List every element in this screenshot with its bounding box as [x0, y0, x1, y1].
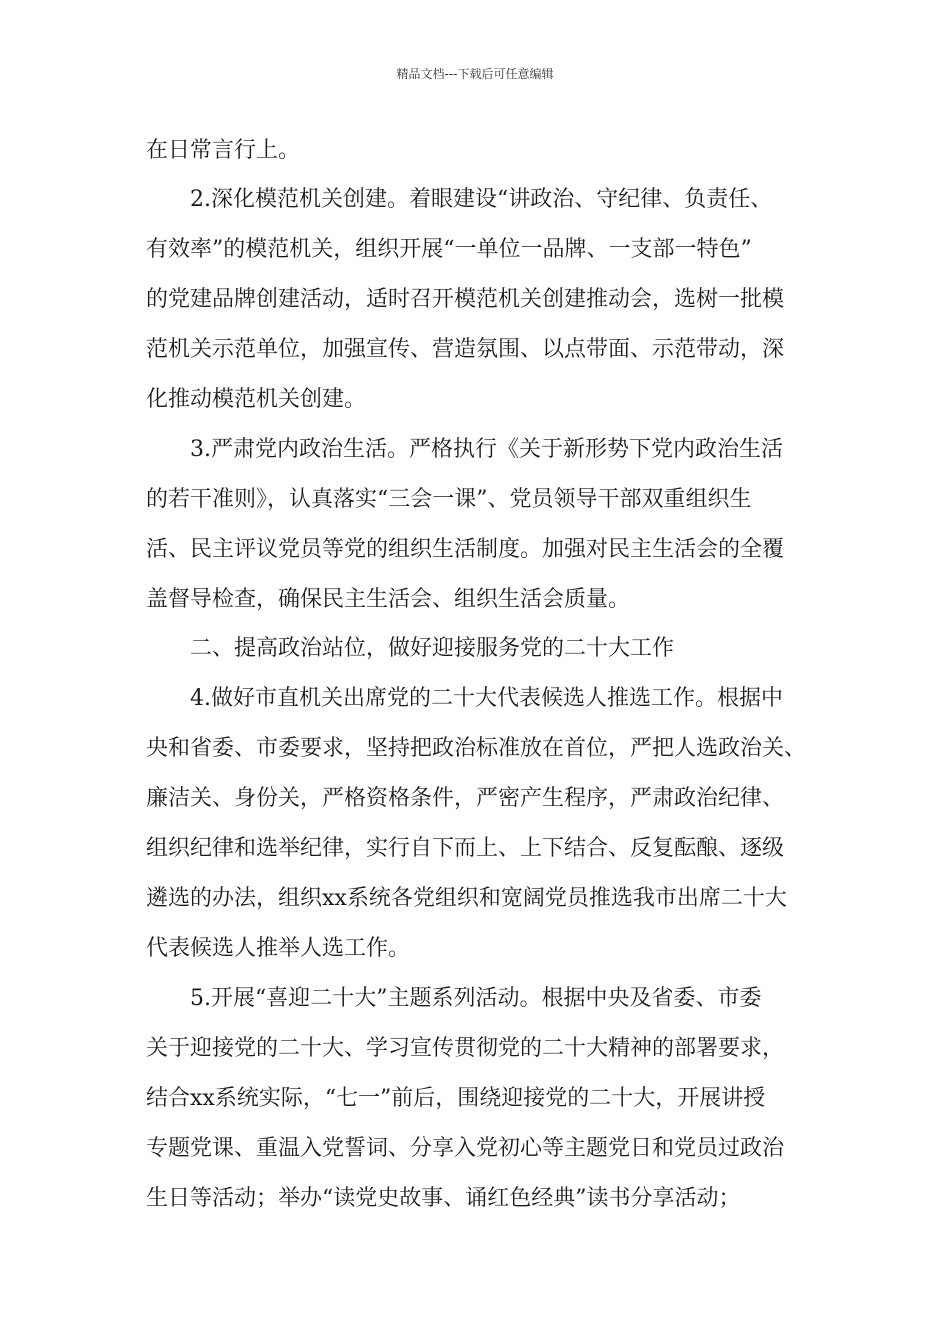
body-line: 组织纪律和选举纪律，实行自下而上、上下结合、反复酝酿、逐级: [146, 836, 785, 861]
body-line: 4.做好市直机关出席党的二十大代表候选人推选工作。根据中: [190, 686, 783, 711]
section-heading: 二、提高政治站位，做好迎接服务党的二十大工作: [190, 636, 675, 661]
body-line: 结合xx系统实际，“七一”前后，围绕迎接党的二十大，开展讲授: [146, 1086, 766, 1111]
body-line: 2.深化模范机关创建。着眼建设“讲政治、守纪律、负责任、: [190, 187, 773, 212]
body-line: 生日等活动；举办“读党史故事、诵红色经典”读书分享活动；: [146, 1186, 741, 1211]
page-header: 精品文档---下载后可任意编辑: [396, 67, 554, 81]
body-line: 化推动模范机关创建。: [146, 387, 367, 412]
body-line: 央和省委、市委要求，坚持把政治标准放在首位，严把人选政治关、: [146, 736, 807, 761]
body-line: 范机关示范单位，加强宣传、营造氛围、以点带面、示范带动，深: [146, 337, 785, 362]
body-line: 的若干准则》，认真落实“三会一课”、党员领导干部双重组织生: [146, 487, 752, 512]
body-line: 廉洁关、身份关，严格资格条件，严密产生程序，严肃政治纪律、: [146, 786, 785, 811]
body-line: 活、民主评议党员等党的组织生活制度。加强对民主生活会的全覆: [146, 537, 785, 562]
body-line: 的党建品牌创建活动，适时召开模范机关创建推动会，选树一批模: [146, 287, 785, 312]
body-line: 代表候选人推举人选工作。: [146, 936, 411, 961]
body-line: 关于迎接党的二十大、学习宣传贯彻党的二十大精神的部署要求，: [146, 1036, 785, 1061]
body-line: 在日常言行上。: [146, 138, 301, 163]
body-line: 3.严肃党内政治生活。严格执行《关于新形势下党内政治生活: [190, 437, 783, 462]
body-line: 盖督导检查，确保民主生活会、组织生活会质量。: [146, 587, 631, 612]
body-line: 有效率”的模范机关，组织开展“一单位一品牌、一支部一特色”: [146, 237, 752, 262]
body-line: 专题党课、重温入党誓词、分享入党初心等主题党日和党员过政治: [146, 1136, 785, 1161]
body-line: 5.开展“喜迎二十大”主题系列活动。根据中央及省委、市委: [190, 986, 762, 1011]
body-line: 遴选的办法，组织xx系统各党组织和宽阔党员推选我市出席二十大: [146, 886, 787, 911]
